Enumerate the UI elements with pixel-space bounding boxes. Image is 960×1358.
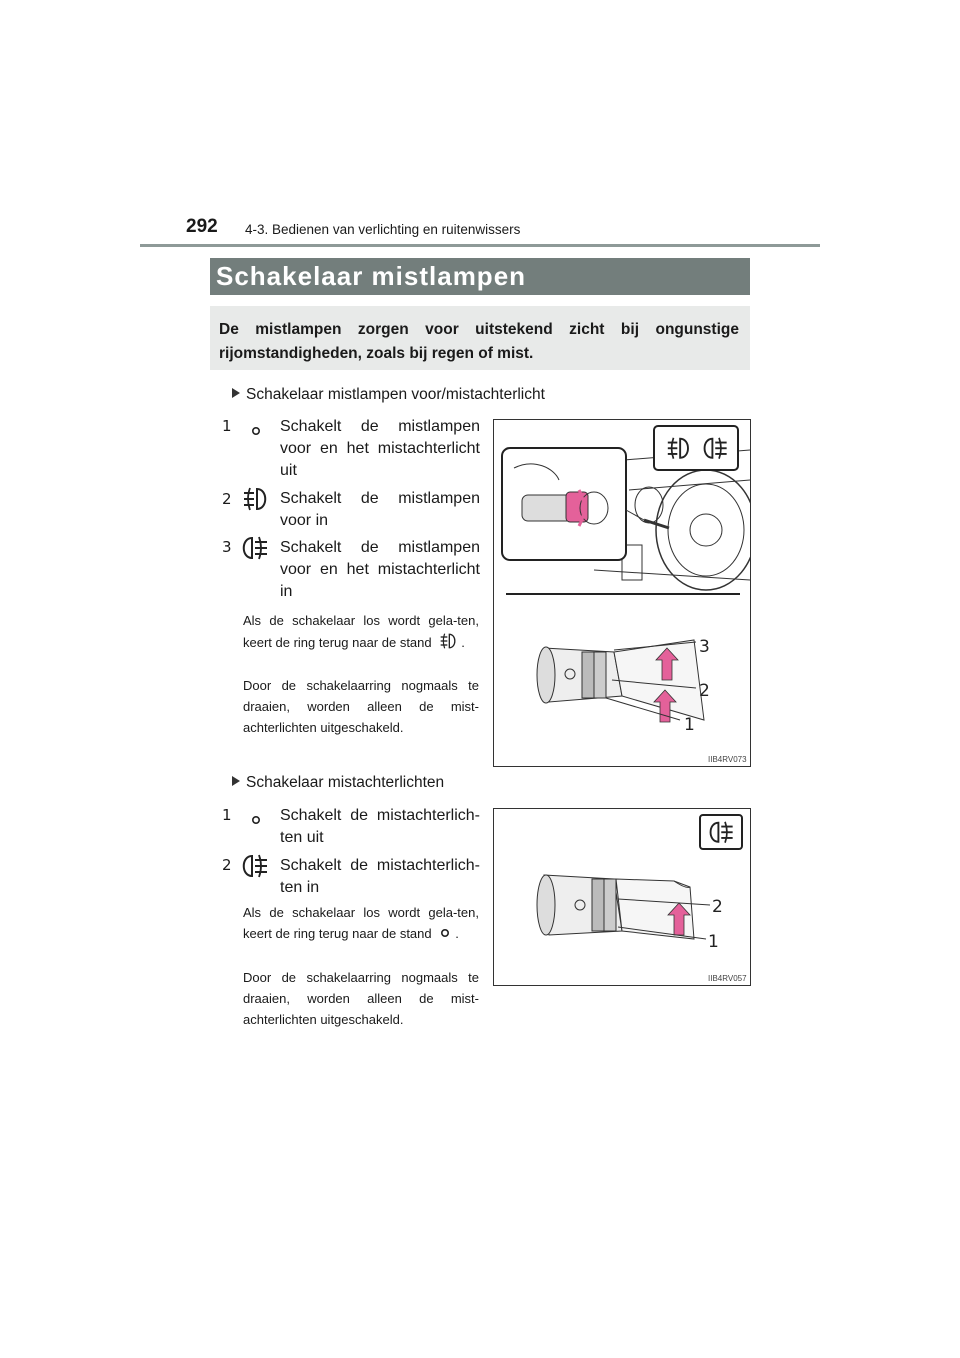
- note-text: .: [461, 635, 465, 650]
- off-position-icon: [435, 926, 455, 940]
- rear-fog-lamp-icon: [240, 533, 270, 563]
- page-title: Schakelaar mistlampen: [216, 261, 527, 291]
- note-return: [243, 902, 479, 944]
- item-number: 2: [222, 490, 232, 508]
- triangle-bullet-icon: [232, 388, 240, 398]
- callout-2: 2: [699, 681, 710, 701]
- note-text: .: [455, 926, 459, 941]
- note-rear-off: Door de schakelaarring nogmaals te draaien, worden alleen de mist-achterlichten uitgeschakeld.: [243, 678, 479, 735]
- figure-code: IIB4RV057: [708, 974, 747, 983]
- section-heading-text: Schakelaar mistachterlichten: [246, 774, 445, 791]
- switch-illustration: [494, 809, 750, 985]
- item-text: Schakelt de mistlampen voor en het mistachterlicht uit: [280, 418, 480, 479]
- item-text: Schakelt de mistachterlich-ten in: [280, 857, 480, 896]
- front-fog-lamp-icon: [240, 484, 270, 514]
- figure-rear-switch: [493, 808, 751, 986]
- item-number: 3: [222, 538, 232, 556]
- item-text: Schakelt de mistlampen voor in: [280, 490, 480, 529]
- section-heading-text: Schakelaar mistlampen voor/mistachterlicht: [246, 386, 545, 403]
- note-return: [243, 610, 479, 653]
- item-number: 2: [222, 856, 232, 874]
- page-number: 292: [186, 216, 218, 237]
- off-position-icon: [249, 813, 263, 827]
- header-divider: [140, 244, 820, 247]
- note-text: Als de schakelaar los wordt gela-ten, keert de ring terug naar de stand: [243, 613, 479, 650]
- item-text: Schakelt de mistachterlich-ten uit: [280, 807, 480, 846]
- callout-1: 1: [708, 932, 719, 952]
- section-heading-rear: [232, 774, 444, 792]
- figure-code: IIB4RV073: [708, 755, 747, 764]
- item-number: 1: [222, 417, 232, 435]
- item-number: 1: [222, 806, 232, 824]
- figure-front-rear-switch: [493, 419, 751, 767]
- callout-3: 3: [699, 637, 710, 657]
- switch-illustration: [494, 420, 750, 766]
- callout-2: 2: [712, 897, 723, 917]
- callout-1: 1: [684, 715, 695, 735]
- rear-fog-lamp-icon: [240, 851, 270, 881]
- section-title: 4-3. Bedienen van verlichting en ruitenwissers: [245, 222, 521, 237]
- off-position-icon: [249, 424, 263, 438]
- section-heading-front-rear: [232, 386, 545, 404]
- intro-text: De mistlampen zorgen voor uitstekend zicht bij ongunstige rijomstandigheden, zoals bij regen of mist.: [219, 321, 739, 362]
- note-text: Als de schakelaar los wordt gela-ten, keert de ring terug naar de stand: [243, 905, 479, 941]
- item-text: Schakelt de mistlampen voor en het mistachterlicht in: [280, 539, 480, 600]
- triangle-bullet-icon: [232, 776, 240, 786]
- note-rear-off: Door de schakelaarring nogmaals te draaien, worden alleen de mist-achterlichten uitgeschakeld.: [243, 970, 479, 1027]
- front-fog-lamp-icon: [435, 631, 461, 651]
